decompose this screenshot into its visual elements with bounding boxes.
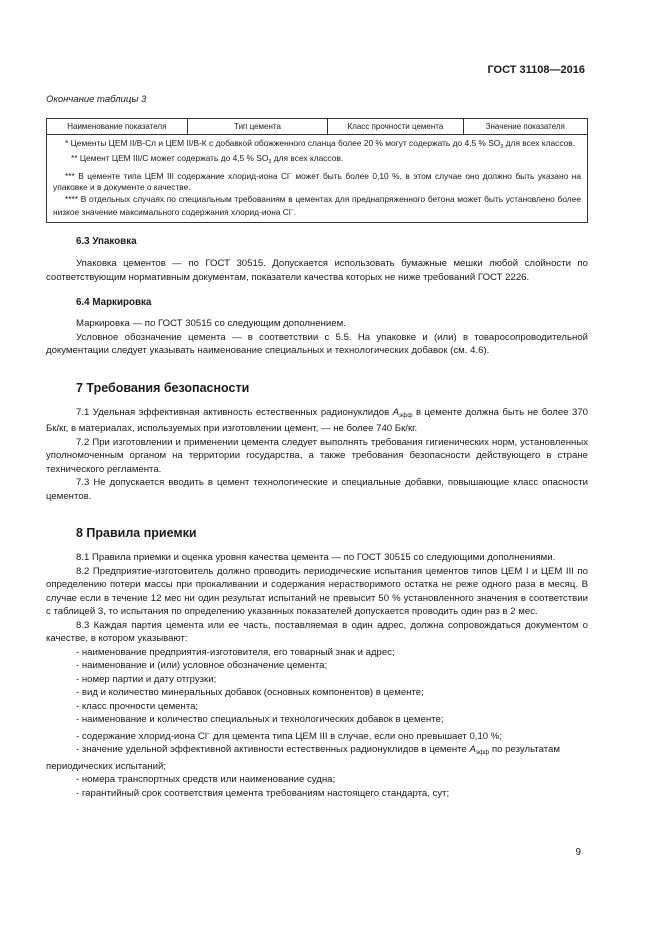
table-footnotes-row bbox=[47, 135, 588, 223]
section-8-3: 8.3 Каждая партия цемента или ее часть, поставляемая в один адрес, должна сопровождаться документом о качестве, в котором указывают: bbox=[46, 619, 588, 644]
table-header-row bbox=[47, 119, 588, 135]
table-caption: Окончание таблицы 3 bbox=[46, 94, 147, 105]
section-8-title: 8 Правила приемки bbox=[76, 526, 197, 540]
list-item: - номер партии и дату отгрузки; bbox=[76, 673, 217, 685]
list-item-activity: - значение удельной эффективной активности естественных радионуклидов в цементе $A_{эфф}$ по результатам периодических испытаний; bbox=[46, 744, 560, 772]
table-footnotes bbox=[47, 135, 588, 223]
list-item: - класс прочности цемента; bbox=[76, 700, 199, 712]
list-item: - номера транспортных средств или наименование судна; bbox=[76, 774, 336, 785]
section-6-3-text: Упаковка цементов — по ГОСТ 30515. Допускается использовать бумажные мешки любой слойности по соответствующим нормативным документам, показатели качества которых не ниже требований ГОСТ 2226. bbox=[46, 258, 588, 283]
section-8-1: 8.1 Правила приемки и оценка уровня качества цемента — по ГОСТ 30515 со следующими дополнениями. bbox=[76, 552, 556, 563]
table-3-end bbox=[46, 118, 588, 223]
list-item: - вид и количество минеральных добавок (основных компонентов) в цементе; bbox=[76, 687, 424, 698]
section-7-3: 7.3 Не допускается вводить в цемент технологические и специальные добавки, повышающие класс опасности цементов. bbox=[46, 477, 588, 502]
quality-document-list bbox=[46, 646, 588, 801]
section-6-3-title: 6.3 Упаковка bbox=[76, 236, 137, 247]
standard-header: ГОСТ 31108—2016 bbox=[487, 64, 585, 76]
list-item: - гарантийный срок соответствия цемента требованиям настоящего стандарта, сут; bbox=[76, 787, 450, 799]
footnote-2: ** Цемент ЦЕМ III/С может содержать до 4,5 % $SO_3$ для всех классов. bbox=[71, 153, 344, 166]
list-item: - наименование предприятия-изготовителя, его товарный знак и адрес; bbox=[76, 646, 395, 658]
section-7-title: 7 Требования безопасности bbox=[76, 380, 250, 395]
section-6-4-title: 6.4 Маркировка bbox=[76, 297, 152, 308]
footnote-1: * Цементы ЦЕМ II/В-Сл и ЦЕМ II/В-К с добавкой обожженного сланца более 20 % могут содержать до 4,5 % $SO_3$ для всех классов. bbox=[65, 138, 576, 150]
col-cement-type: Тип цемента bbox=[187, 119, 328, 135]
page-number: 9 bbox=[575, 847, 581, 858]
page-content bbox=[46, 235, 588, 800]
section-7-1: 7.1 Удельная эффективная активность естественных радионуклидов $A_{эфф}$ в цементе должна быть не более 370 Бк/кг, в материалах, используемых при изготовлении цемент, — не более 740 Бк/кг. bbox=[46, 406, 588, 434]
footnote-4: **** В отдельных случаях по специальным требованиям в цементах для преднапряженного бетона может быть установлено более низкое значение максимального содержания хлорид-иона Cl–. bbox=[53, 193, 581, 218]
col-value: Значение показателя bbox=[463, 119, 587, 135]
footnote-3: *** В цементе типа ЦЕМ III содержание хлорид-иона Cl– может быть более 0,10 %, в этом случае оно должно быть указано на упаковке и в документе о качестве. bbox=[53, 170, 581, 193]
section-8-2: 8.2 Предприятие-изготовитель должно проводить периодические испытания цементов типов ЦЕМ I и ЦЕМ III по определению потери массы при прокаливании и содержания нерастворимого остатка не реже одного раза в месяц. В случае если в течение 12 мес ни один результат испытаний не превысит 50 % установленного значения в соответствии с таблицей 3, то испытания по определению указанных показателей допускается проводить один раз в 2 мес. bbox=[46, 565, 588, 617]
list-item-chloride: - содержание хлорид-иона Cl– для цемента типа ЦЕМ III в случае, если оно превышает 0,10 %; bbox=[76, 729, 502, 742]
col-indicator-name: Наименование показателя bbox=[47, 119, 188, 135]
list-item: - наименование и количество специальных и технологических добавок в цементе; bbox=[76, 714, 444, 725]
section-7-2: 7.2 При изготовлении и применении цемента следует выполнять требования гигиенических норм, установленных уполномоченным органом на территории государства, а также требования безопасности действующего в стране технического регламента. bbox=[46, 436, 588, 475]
list-item: - наименование и (или) условное обозначение цемента; bbox=[76, 660, 328, 671]
section-6-4-p2: Условное обозначение цемента — в соответствии с 5.5. На упаковке и (или) в товаросопроводительной документации следует указывать наименование специальных и технологических добавок (см. 4.6). bbox=[46, 331, 588, 356]
section-6-4-p1: Маркировка — по ГОСТ 30515 со следующим дополнением. bbox=[76, 318, 346, 329]
col-strength-class: Класс прочности цемента bbox=[328, 119, 463, 135]
